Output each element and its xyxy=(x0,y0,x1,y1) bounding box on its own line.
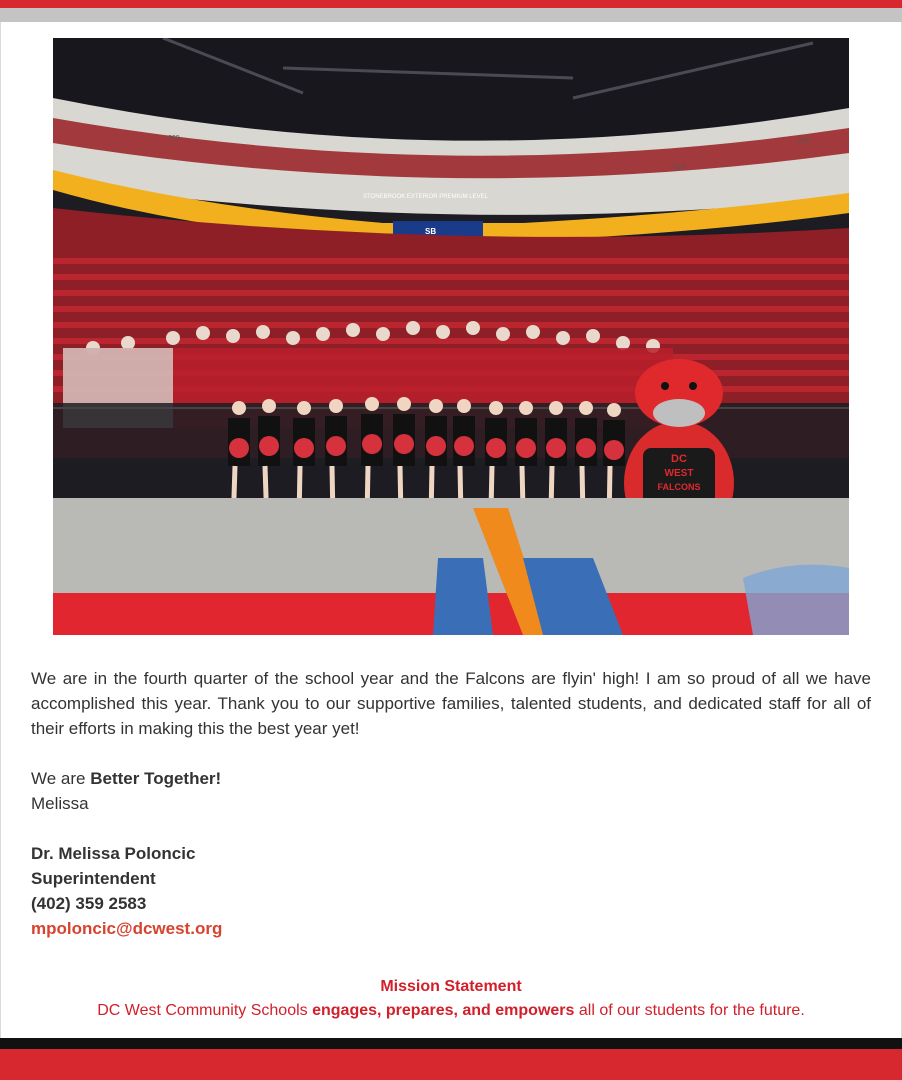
team-photo-illustration xyxy=(53,38,849,635)
scoreboard-text: SB xyxy=(425,227,437,236)
we-are-text: We are xyxy=(31,769,91,788)
section-209-label: 209 xyxy=(168,135,180,142)
mascot-text-dc: DC xyxy=(671,453,687,465)
better-together-text: Better Together! xyxy=(90,769,222,788)
first-name-signoff: Melissa xyxy=(31,794,89,813)
message-body xyxy=(31,666,871,941)
better-together-line xyxy=(31,766,871,791)
premium-level-banner: STONEBROOK EXTERIOR PREMIUM LEVEL xyxy=(363,194,488,200)
mission-heading: Mission Statement xyxy=(380,978,522,995)
bottom-black-bar xyxy=(0,1038,902,1049)
mission-text-after: all of our students for the future. xyxy=(574,1002,805,1019)
signature-email-link[interactable]: mpoloncic@dcwest.org xyxy=(31,919,223,938)
top-gray-bar xyxy=(0,8,902,22)
section-215-label: 215 xyxy=(798,138,810,145)
mission-text xyxy=(0,999,902,1023)
mission-text-before: DC West Community Schools xyxy=(97,1002,313,1019)
team-photo xyxy=(53,38,849,635)
mascot-text-west: WEST xyxy=(664,468,694,479)
bottom-red-bar xyxy=(0,1049,902,1080)
mission-text-emphasis: engages, prepares, and empowers xyxy=(312,1002,575,1019)
mascot-text-falcons: FALCONS xyxy=(657,482,701,492)
mission-statement xyxy=(0,975,902,1023)
signature-phone: (402) 359 2583 xyxy=(31,894,147,913)
spacer xyxy=(31,816,871,841)
message-paragraph: We are in the fourth quarter of the school year and the Falcons are flyin' high! I am so proud of all we have accomplished this year. Thank you to our supportive families, talented students, and dedicated staff for all of their efforts in making this the best year yet! xyxy=(31,669,871,738)
spacer xyxy=(31,741,871,766)
top-red-bar xyxy=(0,0,902,8)
section-214-label: 214 xyxy=(673,164,685,171)
signature-name: Dr. Melissa Poloncic xyxy=(31,844,196,863)
signature-title: Superintendent xyxy=(31,869,156,888)
